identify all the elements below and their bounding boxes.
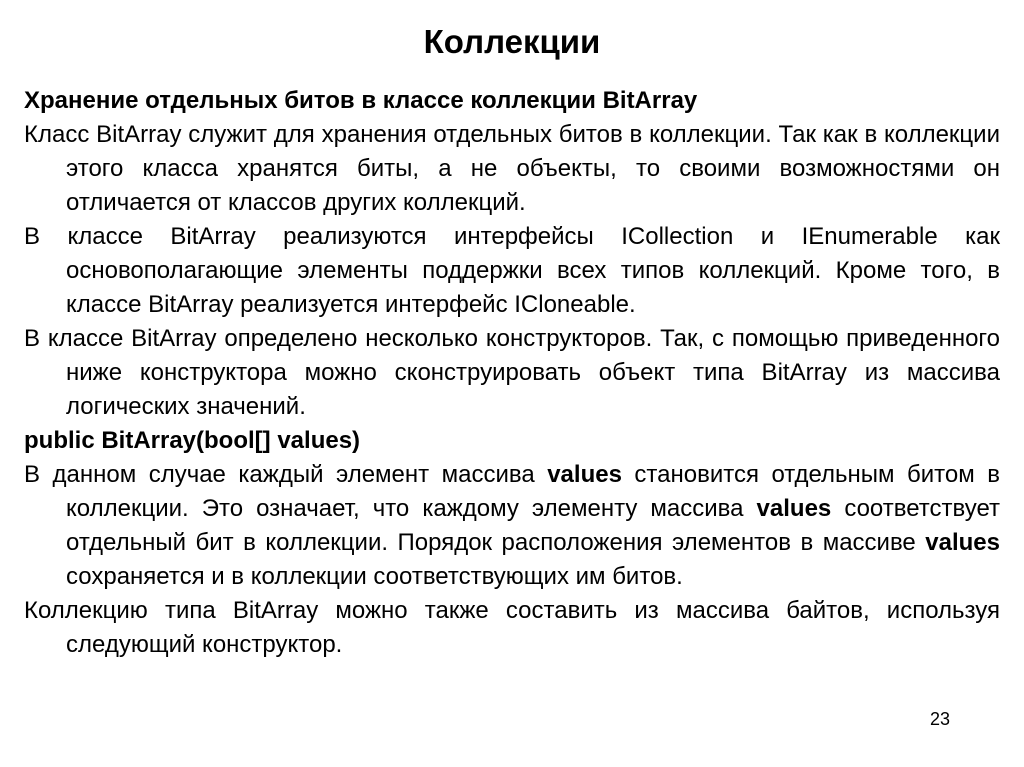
values-term: values [547,461,622,488]
section-heading: Хранение отдельных битов в классе коллекции BitArray [24,87,698,114]
text-part: В данном случае каждый элемент массива [24,461,548,488]
slide-content [24,84,1000,662]
slide-title: Коллекции [423,23,601,60]
paragraph-bitarray-purpose: Класс BitArray служит для хранения отдельных битов в коллекции. Так как в коллекции этого класса хранятся биты, а не объекты, то своими возможностями он отличается от классов других коллекций. [24,121,1000,216]
text-part: сохраняется и в коллекции соответствующих им битов. [66,563,683,590]
values-term: values [925,529,1000,556]
paragraph-interfaces: В классе BitArray реализуются интерфейсы ICollection и IEnumerable как основополагающие элементы поддержки всех типов коллекций. Кроме того, в классе BitArray реализуется интерфейс ICloneable. [24,223,1000,318]
values-term: values [756,495,832,522]
paragraph-values-explanation [24,458,1000,594]
constructor-signature: public BitArray(bool[] values) [24,427,361,454]
text-part: соответствует отдельный бит в коллекции. Порядок расположения элементов в массиве [66,495,1000,556]
paragraph-byte-array: Коллекцию типа BitArray можно также составить из массива байтов, используя следующий конструктор. [24,597,1000,658]
text-part: становится отдельным битом в коллекции. Это означает, что каждому элементу массива [66,461,1000,522]
page-number: 23 [930,709,951,729]
paragraph-constructors: В классе BitArray определено несколько конструкторов. Так, с помощью приведенного ниже конструктора можно сконструировать объект типа BitArray из массива логических значений. [24,325,1000,420]
